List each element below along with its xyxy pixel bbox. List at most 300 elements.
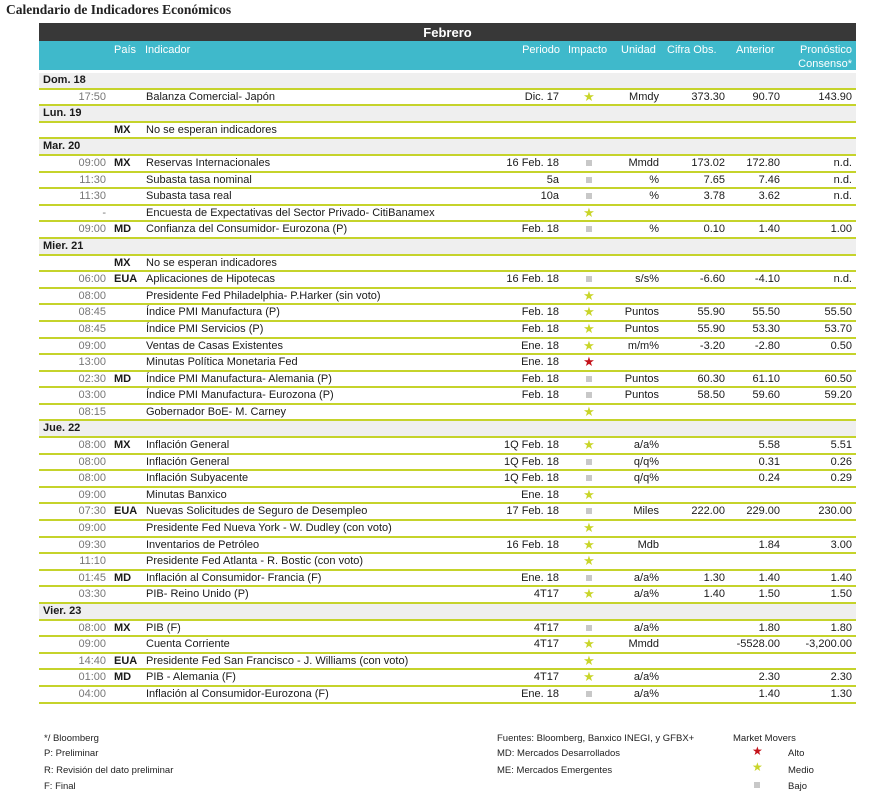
star-medium-icon: ★: [583, 403, 595, 419]
table-row: [39, 687, 856, 704]
table-row: [39, 355, 856, 372]
period-cell: Ene. 18: [521, 571, 559, 584]
actual-cell: 55.90: [697, 322, 725, 335]
day-header-row: [39, 139, 856, 156]
table-row: [39, 471, 856, 488]
impact-cell: [569, 438, 609, 454]
unit-cell: a/a%: [633, 687, 659, 700]
actual-cell: -6.60: [699, 273, 725, 286]
header-pronostico-line2: Consenso*: [798, 58, 852, 70]
indicator-cell: Subasta tasa real: [146, 190, 232, 203]
indicator-cell: Inflación General: [146, 455, 230, 468]
forecast-cell: n.d.: [833, 273, 852, 286]
period-cell: 5a: [546, 173, 559, 186]
period-cell: Feb. 18: [521, 372, 559, 385]
square-low-icon: [586, 193, 592, 199]
actual-cell: 55.90: [697, 306, 725, 319]
period-cell: 10a: [540, 190, 559, 203]
impact-cell: [569, 488, 609, 504]
unit-cell: Mdb: [637, 538, 659, 551]
previous-cell: 2.30: [758, 671, 780, 684]
indicator-cell: No se esperan indicadores: [146, 123, 277, 136]
time-cell: 01:45: [78, 571, 106, 584]
impact-cell: [569, 654, 609, 670]
time-cell: 08:00: [78, 455, 106, 468]
header-pais: País: [114, 44, 137, 56]
table-row: [39, 173, 856, 190]
forecast-cell: 230.00: [818, 505, 852, 518]
square-low-icon: [586, 575, 592, 581]
table-row: [39, 438, 856, 455]
impact-cell: [569, 538, 609, 554]
impact-cell: [569, 554, 609, 570]
previous-cell: 59.60: [752, 389, 780, 402]
forecast-cell: 1.80: [830, 621, 852, 634]
legend-movers-title: Market Movers: [733, 733, 796, 744]
day-label: Lun. 19: [43, 107, 82, 120]
header-unidad: Unidad: [621, 44, 656, 56]
star-medium-icon: ★: [583, 204, 595, 220]
table-row: [39, 670, 856, 687]
indicator-cell: Reservas Internacionales: [146, 156, 271, 169]
previous-cell: 7.46: [758, 173, 780, 186]
time-cell: 08:00: [78, 289, 106, 302]
time-cell: 03:30: [78, 588, 106, 601]
indicator-cell: Ventas de Casas Existentes: [146, 339, 283, 352]
star-medium-icon: ★: [583, 437, 595, 453]
indicator-cell: Minutas Banxico: [146, 488, 227, 501]
header-anterior: Anterior: [736, 44, 775, 56]
forecast-cell: 143.90: [818, 90, 852, 103]
table-row: [39, 587, 856, 604]
indicator-cell: PIB (F): [146, 621, 181, 634]
forecast-cell: 55.50: [824, 306, 852, 319]
time-cell: 09:30: [78, 538, 106, 551]
unit-cell: Mmdd: [628, 156, 659, 169]
table-row: [39, 488, 856, 505]
table-row: [39, 621, 856, 638]
indicator-cell: Inflación al Consumidor-Eurozona (F): [146, 687, 329, 700]
actual-cell: 1.30: [703, 571, 725, 584]
unit-cell: Puntos: [624, 389, 659, 402]
table-row: [39, 405, 856, 422]
unit-cell: a/a%: [633, 571, 659, 584]
period-cell: 4T17: [533, 671, 559, 684]
indicator-cell: Inflación Subyacente: [146, 472, 249, 485]
actual-cell: 0.10: [703, 223, 725, 236]
period-cell: Feb. 18: [521, 322, 559, 335]
period-cell: 4T17: [533, 621, 559, 634]
time-cell: 08:45: [78, 306, 106, 319]
impact-cell: [569, 272, 609, 287]
day-label: Jue. 22: [43, 422, 81, 435]
previous-cell: 53.30: [752, 322, 780, 335]
country-cell: MX: [114, 439, 131, 452]
period-cell: 4T17: [533, 638, 559, 651]
period-cell: 1Q Feb. 18: [503, 472, 559, 485]
period-cell: Ene. 18: [521, 339, 559, 352]
time-cell: 11:10: [79, 555, 106, 568]
table-row: [39, 339, 856, 356]
forecast-cell: -3,200.00: [805, 638, 852, 651]
indicator-cell: Confianza del Consumidor- Eurozona (P): [146, 223, 348, 236]
actual-cell: 58.50: [697, 389, 725, 402]
legend-medio: Medio: [788, 765, 814, 776]
unit-cell: s/s%: [635, 273, 659, 286]
day-label: Mier. 21: [43, 239, 84, 252]
square-low-icon: [586, 226, 592, 232]
period-cell: Ene. 18: [521, 356, 559, 369]
time-cell: 08:00: [78, 472, 106, 485]
square-low-icon: [586, 459, 592, 465]
time-cell: 09:00: [78, 223, 106, 236]
forecast-cell: 1.00: [830, 223, 852, 236]
impact-cell: [569, 305, 609, 321]
unit-cell: Puntos: [624, 322, 659, 335]
table-row: [39, 654, 856, 671]
impact-cell: [569, 322, 609, 338]
legend-fuentes: Fuentes: Bloomberg, Banxico INEGI, y GFBX+: [497, 733, 695, 744]
forecast-cell: 60.50: [824, 372, 852, 385]
indicator-cell: Inflación al Consumidor- Francia (F): [146, 571, 322, 584]
indicator-cell: Encuesta de Expectativas del Sector Privado- CitiBanamex: [146, 206, 435, 219]
square-low-icon: [586, 177, 592, 183]
indicator-cell: PIB - Alemania (F): [146, 671, 236, 684]
table-row: [39, 90, 856, 107]
star-medium-icon: ★: [752, 760, 763, 774]
previous-cell: 1.50: [758, 588, 780, 601]
forecast-cell: 53.70: [824, 322, 852, 335]
indicator-cell: Nuevas Solicitudes de Seguro de Desempleo: [146, 505, 368, 518]
impact-cell: [569, 156, 609, 171]
unit-cell: a/a%: [633, 439, 659, 452]
month-bar: Febrero: [39, 23, 856, 41]
table-row: [39, 504, 856, 521]
header-periodo: Periodo: [522, 44, 560, 56]
square-low-icon: [586, 392, 592, 398]
previous-cell: 90.70: [752, 90, 780, 103]
calendar-table: [39, 73, 856, 704]
impact-cell: [569, 571, 609, 586]
square-low-icon: [586, 160, 592, 166]
country-cell: EUA: [114, 654, 138, 667]
time-cell: 17:50: [78, 90, 106, 103]
impact-cell: [569, 189, 609, 204]
square-low-icon: [586, 691, 592, 697]
time-cell: 03:00: [78, 389, 106, 402]
unit-cell: q/q%: [633, 472, 659, 485]
unit-cell: Mmdy: [629, 90, 659, 103]
period-cell: 4T17: [533, 588, 559, 601]
table-row: [39, 256, 856, 273]
indicator-cell: Gobernador BoE- M. Carney: [146, 405, 287, 418]
unit-cell: %: [649, 173, 659, 186]
time-cell: 06:00: [78, 273, 106, 286]
day-header-row: [39, 239, 856, 256]
unit-cell: %: [649, 223, 659, 236]
period-cell: Dic. 17: [524, 90, 559, 103]
table-row: [39, 289, 856, 306]
time-cell: 09:00: [78, 339, 106, 352]
unit-cell: m/m%: [627, 339, 659, 352]
unit-cell: Puntos: [624, 372, 659, 385]
day-header-row: [39, 604, 856, 621]
table-row: [39, 571, 856, 588]
period-cell: 1Q Feb. 18: [503, 455, 559, 468]
previous-cell: 5.58: [758, 439, 780, 452]
star-medium-icon: ★: [583, 287, 595, 303]
previous-cell: 1.40: [758, 223, 780, 236]
day-header-row: [39, 106, 856, 123]
table-row: [39, 322, 856, 339]
star-medium-icon: ★: [583, 337, 595, 353]
indicator-cell: Presidente Fed Philadelphia- P.Harker (sin voto): [146, 289, 381, 302]
impact-cell: [569, 339, 609, 355]
indicator-cell: No se esperan indicadores: [146, 256, 277, 269]
indicator-cell: PIB- Reino Unido (P): [146, 588, 249, 601]
period-cell: Feb. 18: [521, 306, 559, 319]
legend-bajo: Bajo: [788, 781, 808, 792]
page-title: Calendario de Indicadores Económicos: [6, 2, 232, 17]
time-cell: 08:00: [78, 621, 106, 634]
country-cell: MD: [114, 671, 132, 684]
header-impacto: Impacto: [568, 44, 608, 56]
actual-cell: 60.30: [697, 372, 725, 385]
star-medium-icon: ★: [583, 536, 595, 552]
indicator-cell: Cuenta Corriente: [146, 638, 230, 651]
indicator-cell: Inventarios de Petróleo: [146, 538, 260, 551]
period-cell: 1Q Feb. 18: [503, 439, 559, 452]
period-cell: 16 Feb. 18: [506, 156, 559, 169]
forecast-cell: 0.29: [830, 472, 852, 485]
star-medium-icon: ★: [583, 652, 595, 668]
unit-cell: Miles: [633, 505, 659, 518]
impact-cell: [569, 388, 609, 403]
forecast-cell: 0.26: [830, 455, 852, 468]
legend-bloomberg: */ Bloomberg: [44, 733, 99, 744]
header-pronostico: [779, 43, 852, 71]
impact-cell: [569, 687, 609, 702]
indicator-cell: Presidente Fed San Francisco - J. Williams (con voto): [146, 654, 409, 667]
header-cifra: Cifra Obs.: [667, 44, 717, 56]
indicator-cell: Balanza Comercial- Japón: [146, 90, 276, 103]
table-row: [39, 388, 856, 405]
previous-cell: -4.10: [754, 273, 780, 286]
time-cell: 07:30: [78, 505, 106, 518]
country-cell: EUA: [114, 505, 138, 518]
country-cell: EUA: [114, 273, 138, 286]
actual-cell: 373.30: [691, 90, 725, 103]
star-medium-icon: ★: [583, 88, 595, 104]
impact-cell: [569, 405, 609, 421]
actual-cell: 173.02: [691, 156, 725, 169]
time-cell: -: [102, 206, 106, 219]
forecast-cell: 3.00: [830, 538, 852, 551]
indicator-cell: Presidente Fed Atlanta - R. Bostic (con voto): [146, 555, 364, 568]
time-cell: 04:00: [78, 687, 106, 700]
time-cell: 08:45: [78, 322, 106, 335]
star-high-icon: ★: [583, 354, 595, 370]
square-low-icon: [754, 780, 760, 791]
previous-cell: -5528.00: [736, 638, 780, 651]
period-cell: Ene. 18: [521, 687, 559, 700]
country-cell: MD: [114, 372, 132, 385]
square-low-icon: [586, 276, 592, 282]
time-cell: 08:15: [78, 405, 106, 418]
table-row: [39, 372, 856, 389]
forecast-cell: 59.20: [824, 389, 852, 402]
previous-cell: 0.24: [758, 472, 780, 485]
previous-cell: 1.84: [758, 538, 780, 551]
previous-cell: 3.62: [758, 190, 780, 203]
table-header: [39, 41, 856, 70]
period-cell: 16 Feb. 18: [506, 538, 559, 551]
time-cell: 02:30: [78, 372, 106, 385]
header-indicador: Indicador: [145, 44, 191, 56]
indicator-cell: Presidente Fed Nueva York - W. Dudley (con voto): [146, 522, 392, 535]
country-cell: MX: [114, 156, 131, 169]
previous-cell: 0.31: [758, 455, 780, 468]
actual-cell: 3.78: [703, 190, 725, 203]
forecast-cell: 2.30: [830, 671, 852, 684]
star-medium-icon: ★: [583, 586, 595, 602]
unit-cell: a/a%: [633, 588, 659, 601]
time-cell: 01:00: [78, 671, 106, 684]
square-low-icon: [586, 508, 592, 514]
time-cell: 09:00: [78, 488, 106, 501]
previous-cell: 55.50: [752, 306, 780, 319]
table-row: [39, 272, 856, 289]
actual-cell: 222.00: [691, 505, 725, 518]
forecast-cell: n.d.: [833, 173, 852, 186]
star-medium-icon: ★: [583, 669, 595, 685]
time-cell: 11:30: [79, 190, 106, 203]
time-cell: 14:40: [78, 654, 106, 667]
legend-alto: Alto: [788, 748, 805, 759]
country-cell: MX: [114, 123, 131, 136]
star-medium-icon: ★: [583, 636, 595, 652]
previous-cell: 229.00: [746, 505, 780, 518]
country-cell: MX: [114, 621, 131, 634]
table-row: [39, 189, 856, 206]
legend-md: MD: Mercados Desarrollados: [497, 748, 621, 759]
table-row: [39, 455, 856, 472]
table-row: [39, 123, 856, 140]
impact-cell: [569, 455, 609, 470]
previous-cell: 61.10: [752, 372, 780, 385]
header-pronostico-line1: Pronóstico: [800, 44, 852, 56]
forecast-cell: 1.30: [830, 687, 852, 700]
impact-cell: [569, 587, 609, 603]
day-label: Vier. 23: [43, 605, 82, 617]
forecast-cell: n.d.: [833, 190, 852, 203]
unit-cell: Puntos: [624, 306, 659, 319]
square-low-icon: [586, 475, 592, 481]
period-cell: 17 Feb. 18: [506, 505, 559, 518]
star-medium-icon: ★: [583, 553, 595, 569]
time-cell: 09:00: [78, 156, 106, 169]
forecast-cell: 1.50: [830, 588, 852, 601]
table-row: [39, 222, 856, 239]
impact-cell: [569, 289, 609, 305]
time-cell: 08:00: [78, 439, 106, 452]
indicator-cell: Índice PMI Manufactura- Eurozona (P): [146, 389, 334, 402]
star-high-icon: ★: [752, 744, 763, 758]
previous-cell: 1.40: [758, 571, 780, 584]
impact-cell: [569, 471, 609, 486]
day-header-row: [39, 421, 856, 438]
previous-cell: 1.40: [758, 687, 780, 700]
previous-cell: 172.80: [746, 156, 780, 169]
impact-cell: [569, 372, 609, 387]
unit-cell: a/a%: [633, 671, 659, 684]
legend-preliminar: P: Preliminar: [44, 748, 99, 759]
forecast-cell: 0.50: [830, 339, 852, 352]
impact-cell: [569, 521, 609, 537]
period-cell: Feb. 18: [521, 389, 559, 402]
table-row: [39, 156, 856, 173]
table-row: [39, 206, 856, 223]
indicator-cell: Índice PMI Manufactura (P): [146, 306, 280, 319]
impact-cell: [569, 222, 609, 237]
period-cell: Feb. 18: [521, 223, 559, 236]
legend: [0, 729, 869, 799]
impact-cell: [569, 90, 609, 106]
forecast-cell: 5.51: [830, 439, 852, 452]
day-header-row: [39, 73, 856, 90]
country-cell: MX: [114, 256, 131, 269]
time-cell: 11:30: [79, 173, 106, 186]
actual-cell: -3.20: [699, 339, 725, 352]
actual-cell: 7.65: [703, 173, 725, 186]
day-label: Dom. 18: [43, 74, 86, 86]
indicator-cell: Aplicaciones de Hipotecas: [146, 273, 276, 286]
actual-cell: 1.40: [703, 588, 725, 601]
star-medium-icon: ★: [583, 520, 595, 536]
impact-cell: [569, 670, 609, 686]
day-label: Mar. 20: [43, 140, 81, 153]
indicator-cell: Índice PMI Manufactura- Alemania (P): [146, 372, 332, 385]
impact-cell: [569, 621, 609, 636]
table-row: [39, 554, 856, 571]
table-row: [39, 538, 856, 555]
time-cell: 09:00: [78, 522, 106, 535]
previous-cell: 1.80: [758, 621, 780, 634]
impact-cell: [569, 637, 609, 653]
forecast-cell: n.d.: [833, 156, 852, 169]
table-row: [39, 521, 856, 538]
country-cell: MD: [114, 223, 132, 236]
legend-final: F: Final: [44, 781, 76, 792]
square-low-icon: [586, 376, 592, 382]
star-medium-icon: ★: [583, 486, 595, 502]
unit-cell: q/q%: [633, 455, 659, 468]
impact-cell: [569, 173, 609, 188]
period-cell: 16 Feb. 18: [506, 273, 559, 286]
impact-cell: [569, 355, 609, 371]
star-medium-icon: ★: [583, 320, 595, 336]
star-medium-icon: ★: [583, 304, 595, 320]
legend-revision: R: Revisión del dato preliminar: [44, 765, 174, 776]
period-cell: Ene. 18: [521, 488, 559, 501]
time-cell: 13:00: [78, 356, 106, 369]
indicator-cell: Índice PMI Servicios (P): [146, 322, 264, 335]
unit-cell: %: [649, 190, 659, 203]
time-cell: 09:00: [78, 638, 106, 651]
previous-cell: -2.80: [754, 339, 780, 352]
indicator-cell: Subasta tasa nominal: [146, 173, 252, 186]
impact-cell: [569, 206, 609, 222]
